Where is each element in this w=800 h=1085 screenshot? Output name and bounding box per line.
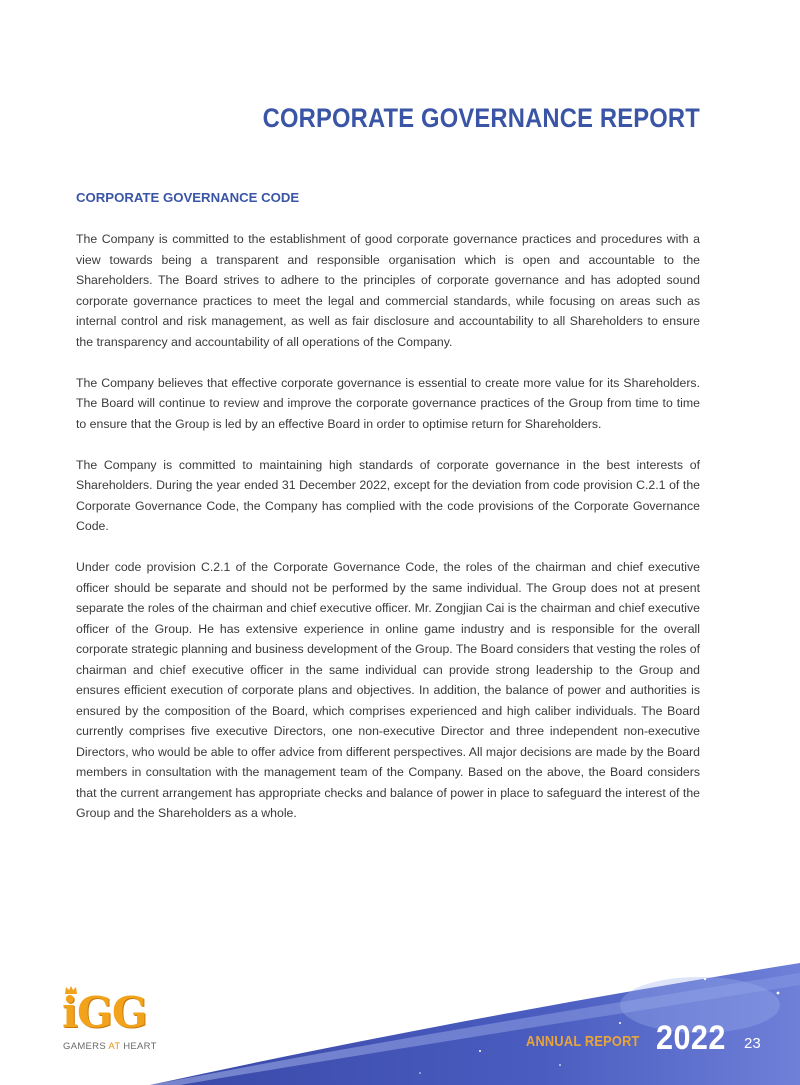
paragraph: Under code provision C.2.1 of the Corporate Governance Code, the roles of the chairman and chief executive officer should be separate and should not be performed by the same individual. The Group does not at present separate the roles of the chairman and chief executive officer. Mr. Zongjian Cai is the chairman and chief executive officer of the Group. He has extensive experience in online game industry and is responsible for the overall corporate strategic planning and business development of the Group. The Board considers that vesting the roles of chairman and chief executive officer in the same individual can provide strong leadership to the Group and ensures efficient execution of corporate plans and objectives. In addition, the balance of power and authorities is ensured by the composition of the Board, which comprises experienced and high caliber individuals. The Board currently comprises five executive Directors, one non-executive Director and three independent non-executive Directors, who would be able to offer advice from different perspectives. All major decisions are made by the Board members in consultation with the management team of the Company. Based on the above, the Board considers that the current arrangement has appropriate checks and balance of power in place to safeguard the interest of the Group and the Shareholders as a whole.: [76, 560, 700, 820]
igg-logo: [62, 985, 172, 1055]
logo-tagline: [63, 1041, 157, 1052]
annual-report-label: ANNUAL REPORT: [526, 1033, 640, 1050]
page-number: 23: [744, 1035, 761, 1052]
page-title: CORPORATE GOVERNANCE REPORT: [262, 103, 700, 133]
paragraph: The Company is committed to maintaining high standards of corporate governance in the best interests of Shareholders. During the year ended 31 December 2022, except for the deviation from code provision C.2.1 of the Corporate Governance Code, the Company has complied with the code provisions of the Corporate Governance Code.: [76, 457, 700, 533]
section-heading: CORPORATE GOVERNANCE CODE: [76, 190, 300, 205]
tagline-heart: HEART: [120, 1041, 157, 1052]
logo-letters: iGG: [62, 988, 147, 1037]
paragraph: The Company believes that effective corporate governance is essential to create more value for its Shareholders. The Board will continue to review and improve the corporate governance practices of the Group from time to time to ensure that the Group is led by an effective Board in order to optimise return for Shareholders.: [76, 375, 700, 431]
report-year: 2022: [656, 1019, 726, 1057]
paragraph: The Company is committed to the establishment of good corporate governance practices and procedures with a view towards being a transparent and responsible organisation which is open and accountable to the Shareholders. The Board strives to adhere to the principles of corporate governance and has adopted sound corporate governance practices to meet the legal and commercial standards, while focusing on areas such as internal control and risk management, as well as fair disclosure and accountability to all Shareholders to ensure the transparency and accountability of all operations of the Company.: [76, 232, 700, 349]
main-content: [76, 188, 700, 844]
tagline-gamers: GAMERS: [63, 1041, 109, 1052]
tagline-at: AT: [108, 1041, 121, 1052]
